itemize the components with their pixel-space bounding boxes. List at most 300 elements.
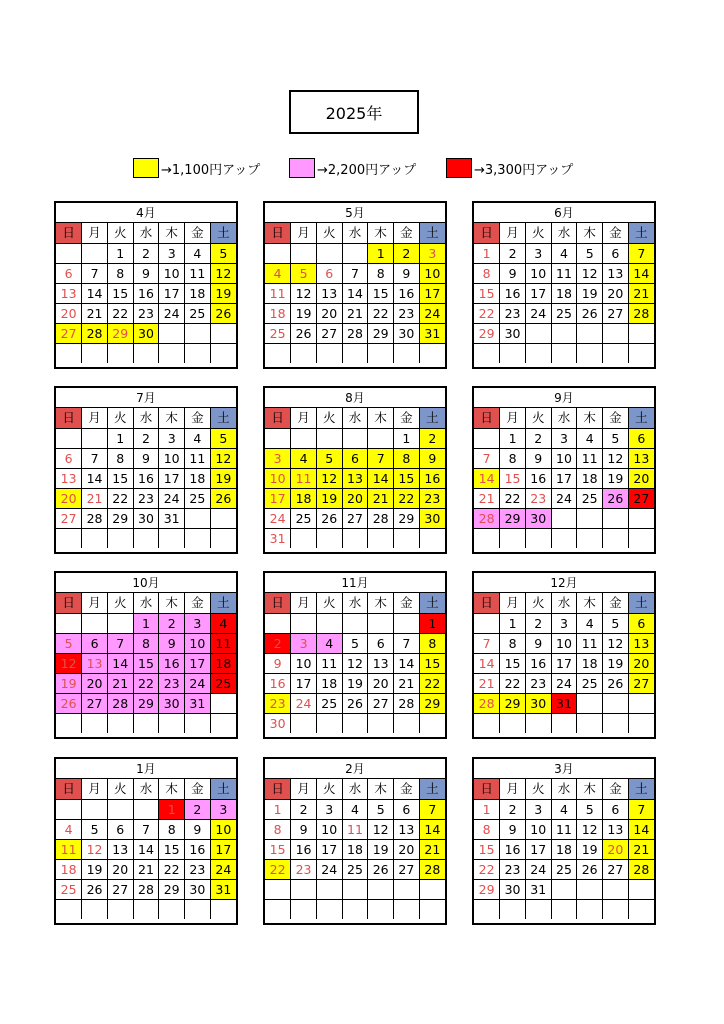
day-cell: 16 bbox=[419, 468, 445, 488]
weekday-header: 日 bbox=[56, 223, 82, 243]
day-cell: 28 bbox=[82, 323, 108, 343]
empty-cell bbox=[394, 343, 420, 363]
day-cell: 21 bbox=[628, 839, 654, 859]
empty-cell bbox=[474, 343, 500, 363]
empty-cell bbox=[474, 713, 500, 733]
day-cell: 19 bbox=[291, 303, 317, 323]
empty-cell bbox=[474, 613, 500, 633]
day-cell: 14 bbox=[368, 468, 394, 488]
day-cell: 9 bbox=[419, 448, 445, 468]
weekday-header: 金 bbox=[185, 408, 211, 428]
day-cell: 17 bbox=[210, 839, 236, 859]
day-cell: 13 bbox=[603, 819, 629, 839]
day-cell: 1 bbox=[107, 428, 133, 448]
weekday-header: 火 bbox=[107, 779, 133, 799]
empty-cell bbox=[577, 323, 603, 343]
day-cell: 8 bbox=[265, 819, 291, 839]
empty-cell bbox=[577, 508, 603, 528]
day-cell: 15 bbox=[419, 653, 445, 673]
day-cell: 17 bbox=[291, 673, 317, 693]
day-cell: 1 bbox=[419, 613, 445, 633]
weekday-header: 火 bbox=[316, 779, 342, 799]
empty-cell bbox=[551, 713, 577, 733]
day-cell: 21 bbox=[394, 673, 420, 693]
weekday-header: 土 bbox=[419, 779, 445, 799]
weekday-header: 木 bbox=[577, 779, 603, 799]
day-cell: 25 bbox=[185, 488, 211, 508]
empty-cell bbox=[185, 899, 211, 919]
month-title: 7月 bbox=[56, 388, 236, 408]
day-cell: 1 bbox=[265, 799, 291, 819]
day-cell: 14 bbox=[419, 819, 445, 839]
empty-cell bbox=[291, 613, 317, 633]
day-cell: 27 bbox=[56, 323, 82, 343]
day-cell: 16 bbox=[265, 673, 291, 693]
empty-cell bbox=[603, 508, 629, 528]
day-cell: 5 bbox=[577, 799, 603, 819]
empty-cell bbox=[603, 343, 629, 363]
day-cell: 15 bbox=[107, 283, 133, 303]
empty-cell bbox=[185, 713, 211, 733]
empty-cell bbox=[291, 899, 317, 919]
day-cell: 17 bbox=[185, 653, 211, 673]
day-cell: 20 bbox=[603, 839, 629, 859]
empty-cell bbox=[419, 879, 445, 899]
day-cell: 7 bbox=[107, 633, 133, 653]
empty-cell bbox=[500, 528, 526, 548]
day-cell: 8 bbox=[133, 633, 159, 653]
day-cell: 20 bbox=[56, 303, 82, 323]
empty-cell bbox=[342, 879, 368, 899]
day-cell: 24 bbox=[551, 673, 577, 693]
empty-cell bbox=[210, 693, 236, 713]
weekday-header: 木 bbox=[159, 408, 185, 428]
day-cell: 11 bbox=[185, 263, 211, 283]
day-cell: 22 bbox=[474, 303, 500, 323]
day-cell: 24 bbox=[419, 303, 445, 323]
empty-cell bbox=[185, 508, 211, 528]
day-cell: 31 bbox=[551, 693, 577, 713]
day-cell: 31 bbox=[265, 528, 291, 548]
day-cell: 19 bbox=[603, 468, 629, 488]
empty-cell bbox=[82, 243, 108, 263]
day-cell: 25 bbox=[551, 303, 577, 323]
empty-cell bbox=[419, 899, 445, 919]
day-cell: 16 bbox=[394, 283, 420, 303]
empty-cell bbox=[500, 713, 526, 733]
empty-cell bbox=[185, 343, 211, 363]
empty-cell bbox=[394, 713, 420, 733]
day-cell: 13 bbox=[82, 653, 108, 673]
day-cell: 27 bbox=[82, 693, 108, 713]
empty-cell bbox=[628, 343, 654, 363]
legend-item-2200 bbox=[289, 157, 416, 179]
empty-cell bbox=[82, 528, 108, 548]
day-cell: 12 bbox=[603, 633, 629, 653]
day-cell: 25 bbox=[577, 673, 603, 693]
day-cell: 7 bbox=[82, 263, 108, 283]
weekday-header: 土 bbox=[628, 223, 654, 243]
empty-cell bbox=[342, 713, 368, 733]
weekday-header: 金 bbox=[603, 223, 629, 243]
weekday-header: 日 bbox=[474, 223, 500, 243]
day-cell: 9 bbox=[525, 448, 551, 468]
empty-cell bbox=[628, 879, 654, 899]
month-calendar bbox=[472, 386, 656, 554]
day-cell: 1 bbox=[394, 428, 420, 448]
day-cell: 14 bbox=[107, 653, 133, 673]
month-title: 2月 bbox=[265, 759, 445, 779]
day-cell: 5 bbox=[368, 799, 394, 819]
day-cell: 27 bbox=[628, 673, 654, 693]
day-cell: 24 bbox=[185, 673, 211, 693]
day-cell: 3 bbox=[419, 243, 445, 263]
empty-cell bbox=[342, 528, 368, 548]
day-cell: 9 bbox=[133, 263, 159, 283]
weekday-header: 木 bbox=[159, 593, 185, 613]
empty-cell bbox=[185, 528, 211, 548]
day-cell: 23 bbox=[185, 859, 211, 879]
day-cell: 5 bbox=[82, 819, 108, 839]
day-cell: 28 bbox=[82, 508, 108, 528]
day-cell: 18 bbox=[185, 468, 211, 488]
empty-cell bbox=[159, 323, 185, 343]
day-cell: 3 bbox=[525, 243, 551, 263]
day-cell: 13 bbox=[107, 839, 133, 859]
day-cell: 12 bbox=[603, 448, 629, 468]
day-cell: 30 bbox=[500, 323, 526, 343]
day-cell: 28 bbox=[107, 693, 133, 713]
empty-cell bbox=[603, 899, 629, 919]
empty-cell bbox=[107, 343, 133, 363]
day-cell: 1 bbox=[368, 243, 394, 263]
empty-cell bbox=[525, 343, 551, 363]
day-cell: 20 bbox=[342, 488, 368, 508]
day-cell: 30 bbox=[159, 693, 185, 713]
empty-cell bbox=[342, 343, 368, 363]
day-cell: 21 bbox=[133, 859, 159, 879]
empty-cell bbox=[316, 428, 342, 448]
empty-cell bbox=[577, 879, 603, 899]
month-calendar bbox=[54, 201, 238, 369]
empty-cell bbox=[628, 899, 654, 919]
day-cell: 27 bbox=[394, 859, 420, 879]
day-cell: 30 bbox=[133, 508, 159, 528]
day-cell: 16 bbox=[291, 839, 317, 859]
day-cell: 10 bbox=[159, 448, 185, 468]
weekday-header: 木 bbox=[577, 593, 603, 613]
day-cell: 30 bbox=[185, 879, 211, 899]
day-cell: 9 bbox=[265, 653, 291, 673]
day-cell: 1 bbox=[133, 613, 159, 633]
day-cell: 7 bbox=[368, 448, 394, 468]
day-cell: 13 bbox=[56, 468, 82, 488]
day-cell: 6 bbox=[603, 799, 629, 819]
day-cell: 11 bbox=[210, 633, 236, 653]
day-cell: 16 bbox=[159, 653, 185, 673]
weekday-header: 金 bbox=[603, 593, 629, 613]
day-cell: 10 bbox=[419, 263, 445, 283]
weekday-header: 月 bbox=[82, 408, 108, 428]
day-cell: 6 bbox=[56, 263, 82, 283]
day-cell: 28 bbox=[474, 693, 500, 713]
weekday-header: 金 bbox=[603, 779, 629, 799]
weekday-header: 日 bbox=[474, 779, 500, 799]
weekday-header: 金 bbox=[394, 408, 420, 428]
day-cell: 9 bbox=[394, 263, 420, 283]
day-cell: 5 bbox=[316, 448, 342, 468]
weekday-header: 水 bbox=[133, 779, 159, 799]
month-calendar bbox=[263, 386, 447, 554]
day-cell: 2 bbox=[419, 428, 445, 448]
day-cell: 28 bbox=[474, 508, 500, 528]
day-cell: 2 bbox=[394, 243, 420, 263]
day-cell: 17 bbox=[419, 283, 445, 303]
day-cell: 19 bbox=[316, 488, 342, 508]
day-cell: 17 bbox=[551, 468, 577, 488]
day-cell: 8 bbox=[500, 448, 526, 468]
day-cell: 20 bbox=[82, 673, 108, 693]
day-cell: 10 bbox=[185, 633, 211, 653]
page-title: 2025年 bbox=[289, 90, 419, 134]
weekday-header: 月 bbox=[291, 593, 317, 613]
day-cell: 6 bbox=[107, 819, 133, 839]
day-cell: 27 bbox=[342, 508, 368, 528]
day-cell: 14 bbox=[133, 839, 159, 859]
day-cell: 28 bbox=[628, 859, 654, 879]
weekday-header: 木 bbox=[159, 223, 185, 243]
day-cell: 11 bbox=[291, 468, 317, 488]
day-cell: 26 bbox=[368, 859, 394, 879]
day-cell: 10 bbox=[159, 263, 185, 283]
month-calendar bbox=[472, 201, 656, 369]
day-cell: 2 bbox=[291, 799, 317, 819]
legend-item-3300 bbox=[446, 157, 573, 179]
day-cell: 2 bbox=[525, 613, 551, 633]
empty-cell bbox=[316, 899, 342, 919]
day-cell: 4 bbox=[265, 263, 291, 283]
day-cell: 28 bbox=[342, 323, 368, 343]
pink-swatch bbox=[289, 158, 315, 178]
empty-cell bbox=[394, 528, 420, 548]
weekday-header: 月 bbox=[82, 593, 108, 613]
day-cell: 19 bbox=[603, 653, 629, 673]
day-cell: 19 bbox=[82, 859, 108, 879]
weekday-header: 土 bbox=[210, 408, 236, 428]
day-cell: 29 bbox=[159, 879, 185, 899]
empty-cell bbox=[342, 428, 368, 448]
day-cell: 16 bbox=[500, 839, 526, 859]
day-cell: 18 bbox=[342, 839, 368, 859]
day-cell: 24 bbox=[159, 488, 185, 508]
day-cell: 5 bbox=[603, 613, 629, 633]
empty-cell bbox=[368, 528, 394, 548]
day-cell: 20 bbox=[56, 488, 82, 508]
weekday-header: 木 bbox=[368, 223, 394, 243]
day-cell: 4 bbox=[185, 428, 211, 448]
day-cell: 8 bbox=[419, 633, 445, 653]
day-cell: 21 bbox=[82, 488, 108, 508]
day-cell: 18 bbox=[316, 673, 342, 693]
empty-cell bbox=[342, 613, 368, 633]
weekday-header: 木 bbox=[577, 223, 603, 243]
weekday-header: 月 bbox=[500, 779, 526, 799]
day-cell: 6 bbox=[368, 633, 394, 653]
day-cell: 3 bbox=[316, 799, 342, 819]
weekday-header: 土 bbox=[628, 779, 654, 799]
empty-cell bbox=[56, 613, 82, 633]
day-cell: 14 bbox=[82, 283, 108, 303]
day-cell: 16 bbox=[133, 283, 159, 303]
month-title: 12月 bbox=[474, 573, 654, 593]
day-cell: 16 bbox=[500, 283, 526, 303]
day-cell: 24 bbox=[159, 303, 185, 323]
empty-cell bbox=[419, 343, 445, 363]
day-cell: 19 bbox=[577, 283, 603, 303]
day-cell: 14 bbox=[342, 283, 368, 303]
empty-cell bbox=[577, 713, 603, 733]
day-cell: 30 bbox=[133, 323, 159, 343]
empty-cell bbox=[551, 899, 577, 919]
day-cell: 7 bbox=[82, 448, 108, 468]
day-cell: 27 bbox=[56, 508, 82, 528]
day-cell: 4 bbox=[185, 243, 211, 263]
month-title: 11月 bbox=[265, 573, 445, 593]
empty-cell bbox=[133, 528, 159, 548]
empty-cell bbox=[107, 613, 133, 633]
day-cell: 10 bbox=[551, 448, 577, 468]
day-cell: 18 bbox=[551, 839, 577, 859]
day-cell: 12 bbox=[342, 653, 368, 673]
day-cell: 30 bbox=[525, 508, 551, 528]
month-calendar bbox=[263, 201, 447, 369]
empty-cell bbox=[133, 899, 159, 919]
day-cell: 26 bbox=[577, 303, 603, 323]
day-cell: 9 bbox=[500, 263, 526, 283]
empty-cell bbox=[291, 243, 317, 263]
empty-cell bbox=[133, 799, 159, 819]
day-cell: 31 bbox=[159, 508, 185, 528]
day-cell: 23 bbox=[133, 303, 159, 323]
weekday-header: 月 bbox=[291, 223, 317, 243]
day-cell: 21 bbox=[419, 839, 445, 859]
day-cell: 25 bbox=[185, 303, 211, 323]
day-cell: 14 bbox=[474, 653, 500, 673]
legend-item-1100 bbox=[133, 157, 260, 179]
empty-cell bbox=[107, 799, 133, 819]
day-cell: 20 bbox=[628, 468, 654, 488]
day-cell: 18 bbox=[291, 488, 317, 508]
day-cell: 24 bbox=[551, 488, 577, 508]
day-cell: 21 bbox=[82, 303, 108, 323]
day-cell: 13 bbox=[368, 653, 394, 673]
day-cell: 8 bbox=[394, 448, 420, 468]
weekday-header: 金 bbox=[394, 779, 420, 799]
day-cell: 5 bbox=[342, 633, 368, 653]
day-cell: 24 bbox=[210, 859, 236, 879]
empty-cell bbox=[107, 899, 133, 919]
day-cell: 25 bbox=[265, 323, 291, 343]
day-cell: 29 bbox=[500, 693, 526, 713]
empty-cell bbox=[82, 713, 108, 733]
weekday-header: 火 bbox=[525, 223, 551, 243]
empty-cell bbox=[265, 899, 291, 919]
day-cell: 18 bbox=[577, 653, 603, 673]
day-cell: 19 bbox=[577, 839, 603, 859]
empty-cell bbox=[133, 713, 159, 733]
day-cell: 6 bbox=[628, 428, 654, 448]
day-cell: 18 bbox=[185, 283, 211, 303]
empty-cell bbox=[316, 528, 342, 548]
day-cell: 26 bbox=[316, 508, 342, 528]
empty-cell bbox=[265, 243, 291, 263]
day-cell: 29 bbox=[419, 693, 445, 713]
weekday-header: 日 bbox=[56, 593, 82, 613]
empty-cell bbox=[577, 343, 603, 363]
day-cell: 11 bbox=[56, 839, 82, 859]
day-cell: 11 bbox=[185, 448, 211, 468]
empty-cell bbox=[316, 879, 342, 899]
day-cell: 7 bbox=[419, 799, 445, 819]
day-cell: 8 bbox=[368, 263, 394, 283]
day-cell: 19 bbox=[368, 839, 394, 859]
weekday-header: 木 bbox=[159, 779, 185, 799]
day-cell: 1 bbox=[159, 799, 185, 819]
day-cell: 18 bbox=[56, 859, 82, 879]
day-cell: 12 bbox=[82, 839, 108, 859]
day-cell: 25 bbox=[291, 508, 317, 528]
month-calendar bbox=[263, 571, 447, 739]
day-cell: 13 bbox=[56, 283, 82, 303]
day-cell: 1 bbox=[474, 243, 500, 263]
empty-cell bbox=[56, 528, 82, 548]
day-cell: 23 bbox=[525, 673, 551, 693]
day-cell: 6 bbox=[82, 633, 108, 653]
day-cell: 18 bbox=[210, 653, 236, 673]
empty-cell bbox=[159, 343, 185, 363]
day-cell: 16 bbox=[525, 653, 551, 673]
weekday-header: 日 bbox=[474, 408, 500, 428]
month-calendar bbox=[472, 757, 656, 925]
day-cell: 17 bbox=[525, 839, 551, 859]
empty-cell bbox=[342, 243, 368, 263]
day-cell: 2 bbox=[185, 799, 211, 819]
month-title: 5月 bbox=[265, 203, 445, 223]
day-cell: 21 bbox=[368, 488, 394, 508]
empty-cell bbox=[107, 528, 133, 548]
day-cell: 24 bbox=[525, 303, 551, 323]
empty-cell bbox=[500, 343, 526, 363]
month-title: 6月 bbox=[474, 203, 654, 223]
day-cell: 7 bbox=[394, 633, 420, 653]
weekday-header: 火 bbox=[107, 593, 133, 613]
weekday-header: 木 bbox=[577, 408, 603, 428]
weekday-header: 金 bbox=[185, 593, 211, 613]
day-cell: 30 bbox=[419, 508, 445, 528]
day-cell: 15 bbox=[474, 283, 500, 303]
day-cell: 15 bbox=[474, 839, 500, 859]
empty-cell bbox=[525, 713, 551, 733]
weekday-header: 月 bbox=[82, 779, 108, 799]
weekday-header: 金 bbox=[185, 779, 211, 799]
empty-cell bbox=[577, 528, 603, 548]
day-cell: 20 bbox=[603, 283, 629, 303]
empty-cell bbox=[82, 899, 108, 919]
day-cell: 3 bbox=[185, 613, 211, 633]
day-cell: 20 bbox=[368, 673, 394, 693]
empty-cell bbox=[628, 713, 654, 733]
day-cell: 5 bbox=[291, 263, 317, 283]
